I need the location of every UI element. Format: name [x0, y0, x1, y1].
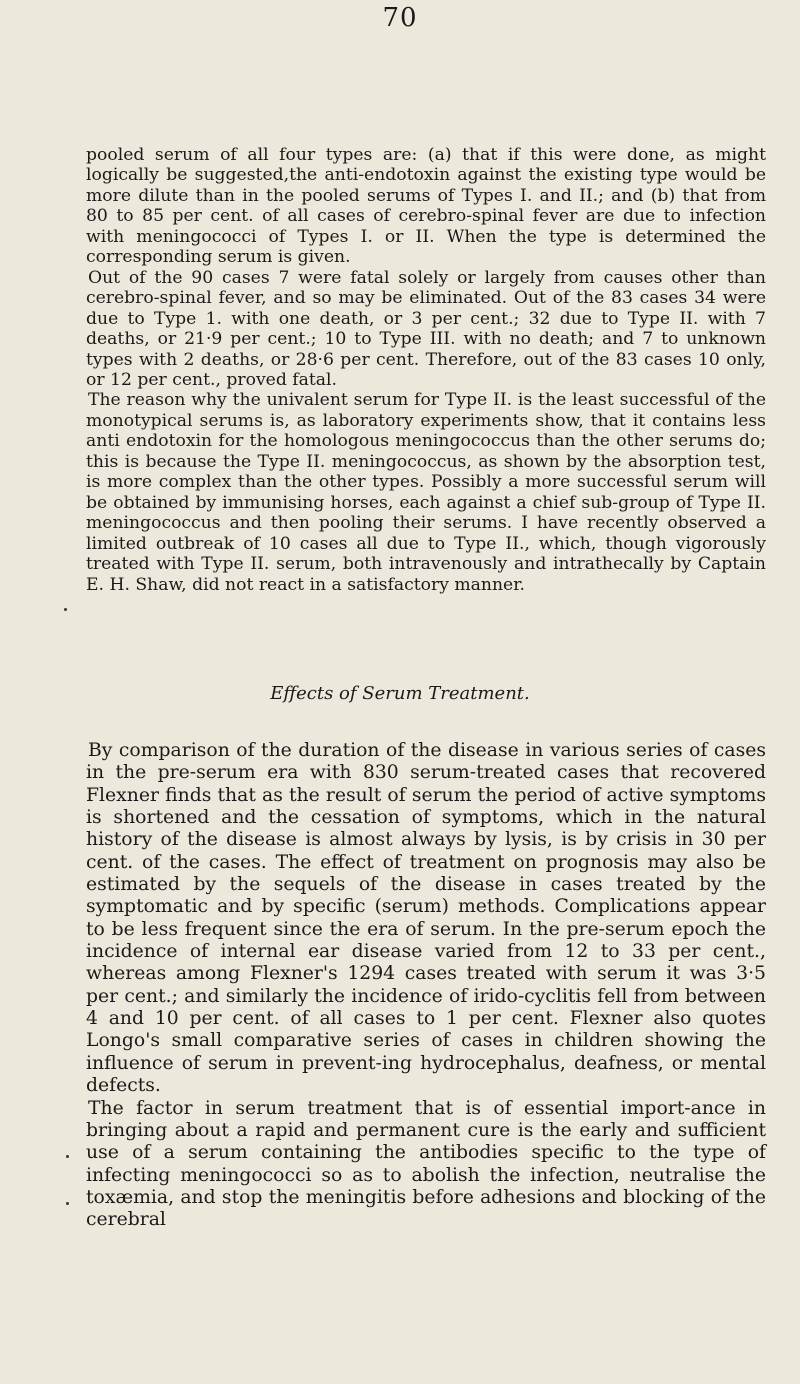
paragraph: pooled serum of all four types are: (a) that if this were done, as might logically be suggested,the anti-endotoxin against the existing type would be more dilute than in the pooled serums of Types I. and II.; and (b) that from 80 to 85 per cent. of all cases of cerebro-spinal fever are due to infection with meningococci of Types I. or II. When the type is determined the corresponding serum is given. [86, 145, 766, 268]
margin-speck [66, 1155, 69, 1158]
margin-speck [66, 1202, 69, 1205]
paragraph: The factor in serum treatment that is of essential import-ance in bringing about a rapid and permanent cure is the early and sufficient use of a serum containing the antibodies specific to the type of infecting meningococci so as to abolish the infection, neutralise the toxæmia, and stop the meningitis before adhesions and blocking of the cerebral [86, 1097, 766, 1231]
margin-speck [64, 608, 67, 611]
body-text-bottom [86, 740, 766, 1232]
section-heading: Effects of Serum Treatment. [270, 683, 530, 704]
body-text-top [86, 145, 766, 595]
paragraph: By comparison of the duration of the disease in various series of cases in the pre-serum era with 830 serum-treated cases that recovered Flexner finds that as the result of serum the period of active symptoms is shortened and the cessation of symptoms, which in the natural history of the disease is almost always by lysis, is by crisis in 30 per cent. of the cases. The effect of treatment on prognosis may also be estimated by the sequels of the disease in cases treated by the symptomatic and by specific (serum) methods. Complications appear to be less frequent since the era of serum. In the pre-serum epoch the incidence of internal ear disease varied from 12 to 33 per cent., whereas among Flexner's 1294 cases treated with serum it was 3·5 per cent.; and similarly the incidence of irido-cyclitis fell from between 4 and 10 per cent. of all cases to 1 per cent. Flexner also quotes Longo's small comparative series of cases in children showing the influence of serum in prevent-ing hydrocephalus, deafness, or mental defects. [86, 740, 766, 1097]
paragraph: Out of the 90 cases 7 were fatal solely or largely from causes other than cerebro-spinal fever, and so may be eliminated. Out of the 83 cases 34 were due to Type 1. with one death, or 3 per cent.; 32 due to Type II. with 7 deaths, or 21·9 per cent.; 10 to Type III. with no death; and 7 to unknown types with 2 deaths, or 28·6 per cent. Therefore, out of the 83 cases 10 only, or 12 per cent., proved fatal. [86, 267, 766, 390]
page-number: 70 [382, 3, 418, 33]
paragraph: The reason why the univalent serum for Type II. is the least successful of the monotypical serums is, as laboratory experiments show, that it contains less anti endotoxin for the homologous meningococcus than the other serums do; this is because the Type II. meningococcus, as shown by the absorption test, is more complex than the other types. Possibly a more successful serum will be obtained by immunising horses, each against a chief sub-group of Type II. meningococcus and then pooling their serums. I have recently observed a limited outbreak of 10 cases all due to Type II., which, though vigorously treated with Type II. serum, both intravenously and intrathecally by Captain E. H. Shaw, did not react in a satisfactory manner. [86, 390, 766, 595]
